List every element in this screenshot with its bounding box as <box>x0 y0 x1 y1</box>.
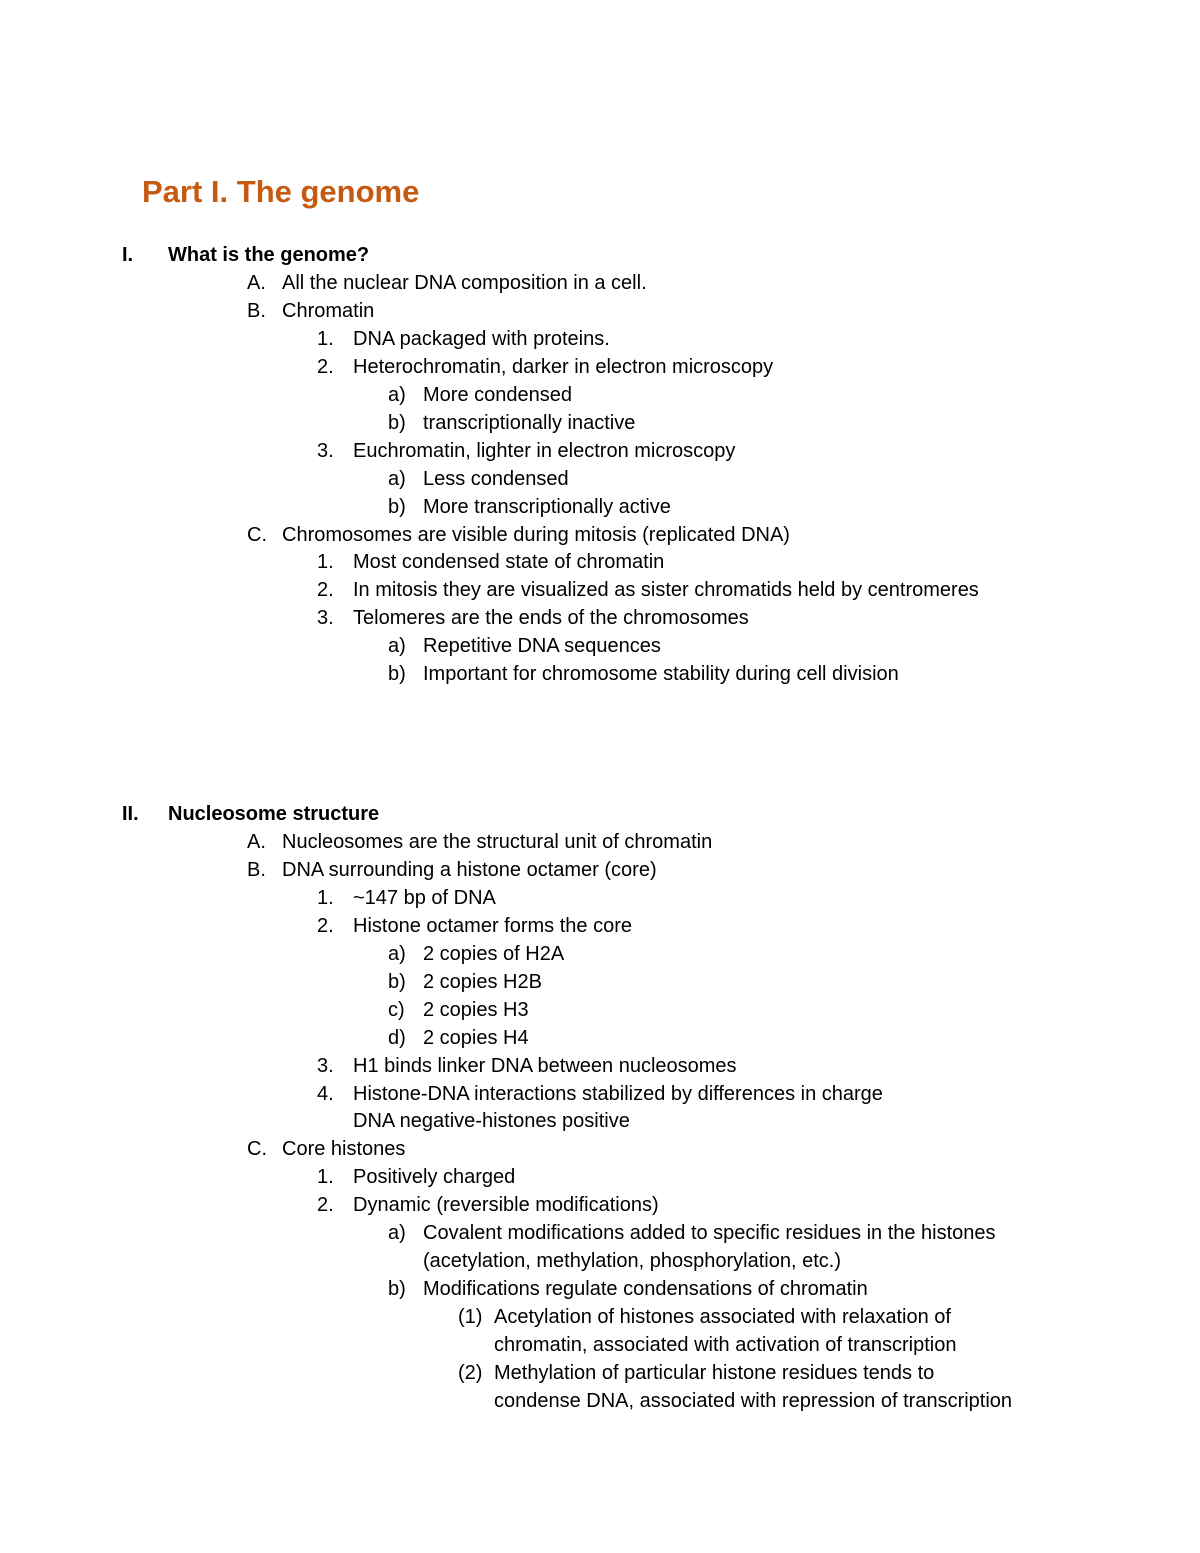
outline-text: Repetitive DNA sequences <box>423 635 661 658</box>
outline-marker: 2. <box>317 1194 334 1217</box>
outline-text: More transcriptionally active <box>423 495 671 518</box>
outline-marker: B. <box>247 299 266 322</box>
outline-text: DNA surrounding a histone octamer (core) <box>282 858 657 881</box>
outline-marker: 2. <box>317 355 334 378</box>
outline-marker: 4. <box>317 1082 334 1105</box>
outline-marker: a) <box>388 383 406 406</box>
outline-marker: 3. <box>317 439 334 462</box>
outline-text: Less condensed <box>423 467 569 490</box>
outline-text: Most condensed state of chromatin <box>353 551 665 574</box>
outline-text: Methylation of particular histone residues tends to <box>494 1362 935 1384</box>
outline-text: 2 copies of H2A <box>423 942 565 965</box>
outline-marker: 2. <box>317 579 334 602</box>
outline-text: Core histones <box>282 1138 406 1161</box>
outline-marker: d) <box>388 1026 406 1049</box>
outline-marker: 1. <box>317 551 334 574</box>
outline-text: What is the genome? <box>168 244 370 266</box>
outline-marker: A. <box>247 830 266 853</box>
outline-text: 2 copies H4 <box>423 1026 529 1049</box>
outline-marker: (1) <box>458 1306 483 1329</box>
outline-marker: (2) <box>458 1362 483 1384</box>
outline-text: Positively charged <box>353 1166 516 1189</box>
outline-text: DNA negative-histones positive <box>353 1110 630 1133</box>
outline-marker: b) <box>388 411 406 434</box>
outline-text: Heterochromatin, darker in electron microscopy <box>353 355 774 378</box>
outline-text: Chromosomes are visible during mitosis (replicated DNA) <box>282 523 790 546</box>
outline-text: Histone-DNA interactions stabilized by differences in charge <box>353 1082 883 1105</box>
outline-marker: C. <box>247 1138 267 1161</box>
outline-marker: b) <box>388 663 406 686</box>
outline-text: Histone octamer forms the core <box>353 914 632 937</box>
outline-marker: 1. <box>317 327 334 350</box>
outline-text: DNA packaged with proteins. <box>353 327 610 350</box>
outline-text: 2 copies H2B <box>423 970 542 993</box>
outline-text: Covalent modifications added to specific residues in the histones <box>423 1222 996 1245</box>
outline-text: 2 copies H3 <box>423 998 529 1021</box>
outline-text: ~147 bp of DNA <box>353 886 496 909</box>
outline-text: transcriptionally inactive <box>423 411 636 434</box>
outline-marker: b) <box>388 1278 406 1301</box>
outline-text: Nucleosome structure <box>168 803 380 825</box>
outline-marker: 3. <box>317 1054 334 1077</box>
outline-text: chromatin, associated with activation of transcription <box>494 1334 957 1357</box>
outline-text: All the nuclear DNA composition in a cell. <box>282 271 647 294</box>
outline-marker: a) <box>388 635 406 658</box>
outline-marker: 3. <box>317 607 334 630</box>
outline-marker: c) <box>388 998 405 1021</box>
outline-marker: b) <box>388 970 406 993</box>
outline-marker: a) <box>388 1222 406 1245</box>
outline-text: In mitosis they are visualized as sister chromatids held by centromeres <box>353 579 979 602</box>
page-title: Part I. The genome <box>142 174 420 209</box>
outline-text: Telomeres are the ends of the chromosomes <box>353 607 749 630</box>
outline-text: (acetylation, methylation, phosphorylation, etc.) <box>423 1250 841 1273</box>
outline-text: Dynamic (reversible modifications) <box>353 1194 659 1217</box>
outline-marker: C. <box>247 523 267 546</box>
outline-marker: 2. <box>317 914 334 937</box>
outline-text: Nucleosomes are the structural unit of chromatin <box>282 830 713 853</box>
outline-marker: I. <box>122 244 134 266</box>
outline-text: Euchromatin, lighter in electron microscopy <box>353 439 736 462</box>
outline-text: More condensed <box>423 383 572 406</box>
outline-text: Acetylation of histones associated with relaxation of <box>494 1306 951 1329</box>
outline-text: Modifications regulate condensations of chromatin <box>423 1278 868 1301</box>
outline-marker: II. <box>122 803 139 825</box>
outline-marker: a) <box>388 467 406 490</box>
outline-text: Important for chromosome stability during cell division <box>423 663 899 686</box>
outline-marker: 1. <box>317 886 334 909</box>
outline-marker: b) <box>388 495 406 518</box>
outline-text: H1 binds linker DNA between nucleosomes <box>353 1054 737 1077</box>
outline-marker: a) <box>388 942 406 965</box>
outline-text: condense DNA, associated with repression of transcription <box>494 1389 1013 1412</box>
outline-marker: B. <box>247 858 266 881</box>
outline-text: Chromatin <box>282 299 375 322</box>
outline-marker: A. <box>247 271 266 294</box>
outline-marker: 1. <box>317 1166 334 1189</box>
